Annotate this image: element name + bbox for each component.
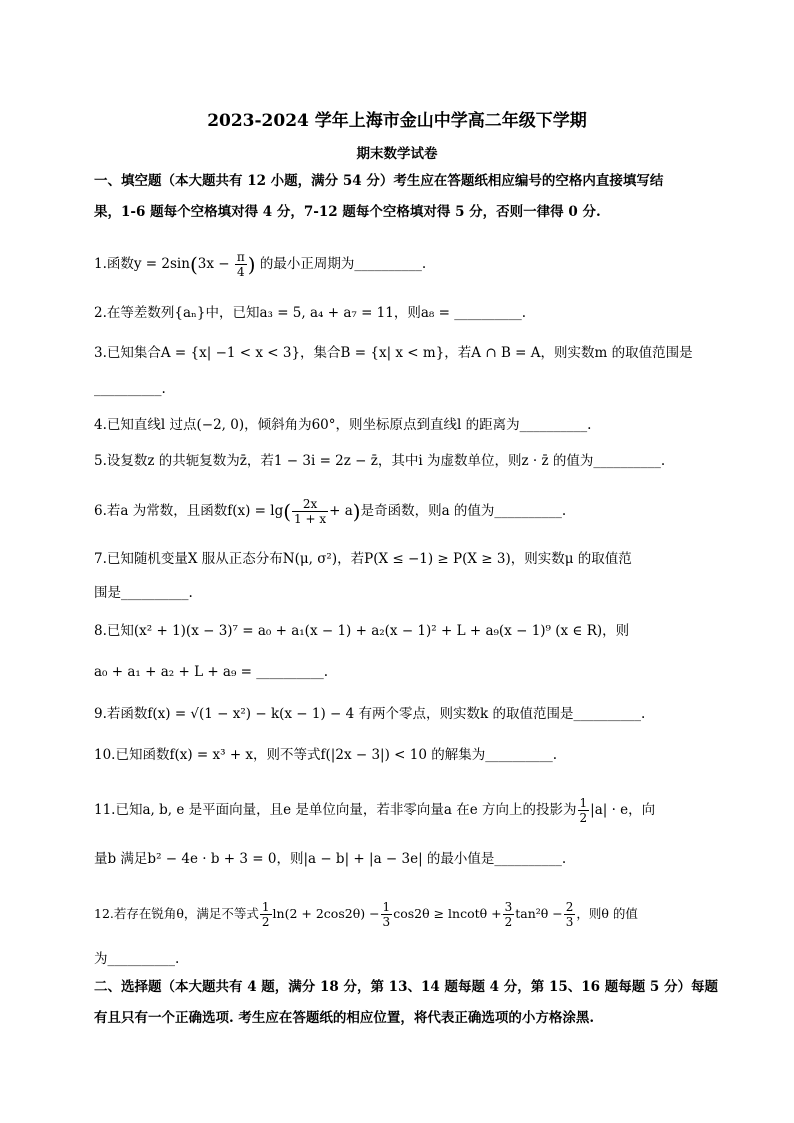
q11-text-b: |a| · e，向 bbox=[590, 802, 656, 818]
question-2: 2.在等差数列{aₙ}中，已知a₃ = 5, a₄ + a₇ = 11，则a₈ = __________. bbox=[94, 305, 527, 321]
q6-text-b: + a bbox=[329, 503, 353, 519]
q12-fraction-1: $\frac{1}{2}$ bbox=[261, 900, 270, 929]
question-8-line2: a₀ + a₁ + a₂ + L + a₉ = __________. bbox=[94, 664, 329, 680]
section2-header-line2: 有且只有一个正确选项. 考生应在答题纸的相应位置，将代表正确选项的小方格涂黑. bbox=[94, 1010, 595, 1026]
question-8-line1: 8.已知(x² + 1)(x − 3)⁷ = a₀ + a₁(x − 1) + a₂(x − 1)² + L + a₉(x − 1)⁹ (x ∈ R)，则 bbox=[94, 623, 630, 639]
page-title: 2023-2024 学年上海市金山中学高二年级下学期 bbox=[207, 111, 587, 131]
section1-header-line1: 一、填空题（本大题共有 12 小题，满分 54 分）考生应在答题纸相应编号的空格内直接填写结 bbox=[94, 173, 664, 189]
q1-text-b: 3x − bbox=[197, 256, 230, 272]
page-subtitle: 期末数学试卷 bbox=[356, 146, 438, 162]
q6-text-a: 6.若a 为常数，且函数f(x) = lg bbox=[94, 503, 284, 519]
question-3-line2: __________. bbox=[94, 381, 166, 397]
question-11-line1 bbox=[94, 796, 655, 825]
question-10: 10.已知函数f(x) = x³ + x，则不等式f(|2x − 3|) < 10 的解集为__________. bbox=[94, 747, 558, 763]
question-11-line2: 量b 满足b² − 4e · b + 3 = 0，则|a − b| + |a − 3e| 的最小值是__________. bbox=[94, 851, 567, 867]
question-5: 5.设复数z 的共轭复数为z̄，若1 − 3i = 2z − z̄，其中i 为虚数单位，则z · z̄ 的值为__________. bbox=[94, 453, 666, 469]
q12-fraction-4: $\frac{2}{3}$ bbox=[565, 900, 574, 929]
question-3-line1: 3.已知集合A = {x| −1 < x < 3}，集合B = {x| x < m}，若A ∩ B = A，则实数m 的取值范围是 bbox=[94, 345, 693, 361]
q6-text-c: 是奇函数，则a 的值为__________. bbox=[360, 503, 567, 519]
question-4: 4.已知直线l 过点(−2, 0)，倾斜角为60°，则坐标原点到直线l 的距离为__________. bbox=[94, 417, 592, 433]
question-1: 1.函数y = 2sin(3x − $\frac{\pi}{4}$ ) 的最小正周期为__________. bbox=[94, 250, 427, 279]
q12-fraction-3: $\frac{3}{2}$ bbox=[504, 900, 513, 929]
q12-text-d: tan²θ − bbox=[515, 906, 563, 921]
q6-fraction: $\frac{2x}{1 + x}$ bbox=[294, 497, 327, 526]
section1-header-line2: 果，1-6 题每个空格填对得 4 分，7-12 题每个空格填对得 5 分，否则一律得 0 分. bbox=[94, 204, 601, 220]
question-9: 9.若函数f(x) = √(1 − x²) − k(x − 1) − 4 有两个零点，则实数k 的取值范围是__________. bbox=[94, 706, 646, 722]
question-7-line1: 7.已知随机变量X 服从正态分布N(μ, σ²)，若P(X ≤ −1) ≥ P(X ≥ 3)，则实数μ 的取值范 bbox=[94, 551, 632, 567]
q1-text-c: 的最小正周期为__________. bbox=[259, 256, 427, 272]
q11-text-a: 11.已知a, b, e 是平面向量，且e 是单位向量，若非零向量a 在e 方向上的投影为 bbox=[94, 802, 577, 818]
question-12-line1 bbox=[94, 900, 638, 929]
q1-fraction: $\frac{\pi}{4}$ bbox=[236, 250, 245, 279]
q11-fraction: $\frac{1}{2}$ bbox=[579, 796, 588, 825]
q12-text-b: ln(2 + 2cos2θ) − bbox=[272, 906, 380, 921]
question-7-line2: 围是__________. bbox=[94, 585, 193, 601]
question-6: 6.若a 为常数，且函数f(x) = lg( $\frac{2x}{1 + x}$ + a)是奇函数，则a 的值为__________. bbox=[94, 497, 567, 526]
q12-text-e: ，则θ 的值 bbox=[576, 906, 638, 921]
question-12-line2: 为__________. bbox=[94, 951, 180, 967]
q1-text-a: 1.函数y = 2sin bbox=[94, 256, 190, 272]
q12-text-a: 12.若存在锐角θ，满足不等式 bbox=[94, 906, 259, 921]
section2-header-line1: 二、选择题（本大题共有 4 题，满分 18 分，第 13、14 题每题 4 分，第 15、16 题每题 5 分）每题 bbox=[94, 979, 719, 995]
q12-text-c: cos2θ ≥ lncotθ + bbox=[393, 906, 502, 921]
q12-fraction-2: $\frac{1}{3}$ bbox=[382, 900, 391, 929]
